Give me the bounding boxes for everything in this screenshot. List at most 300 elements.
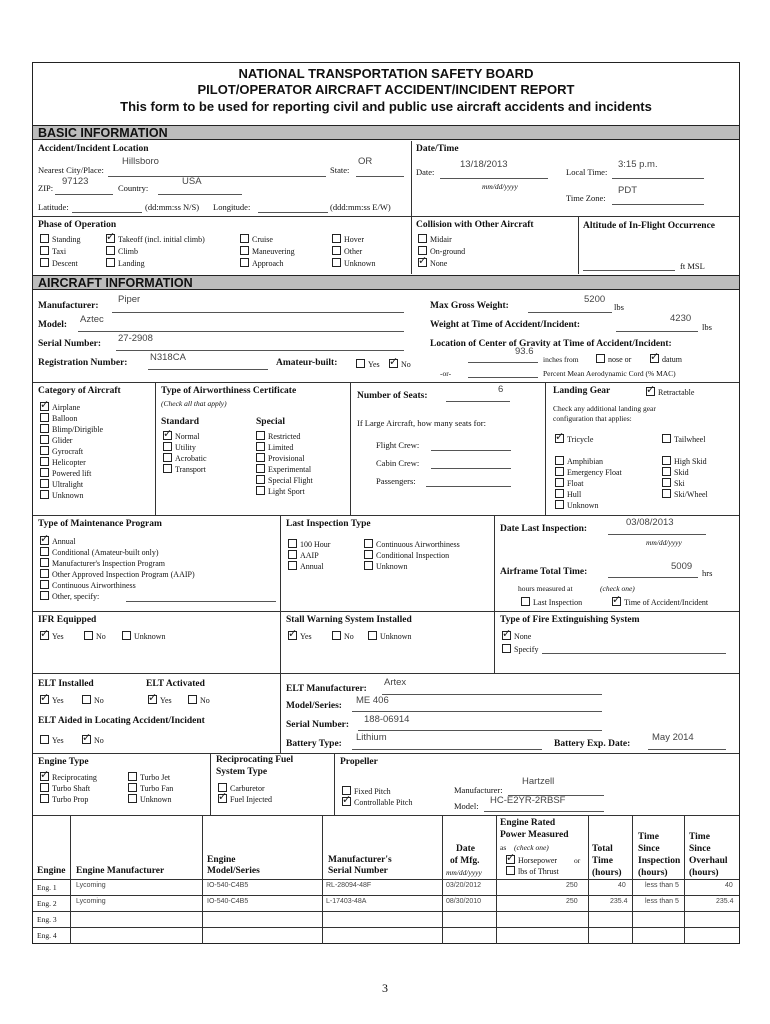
cg-mac-line xyxy=(468,377,538,378)
checkbox[interactable] xyxy=(128,783,137,792)
lbs-unit: lbs xyxy=(702,322,712,332)
form-title: PILOT/OPERATOR AIRCRAFT ACCIDENT/INCIDENT REPORT xyxy=(197,82,575,97)
phase-option[interactable]: Other xyxy=(332,246,362,256)
standard-option[interactable]: Acrobatic xyxy=(163,453,207,463)
checkbox[interactable] xyxy=(596,354,605,363)
carburetor-option[interactable]: Carburetor xyxy=(218,783,265,793)
checkbox[interactable] xyxy=(555,500,564,509)
checkbox[interactable] xyxy=(332,246,341,255)
last-inspection-option[interactable]: AAIP xyxy=(288,550,319,560)
gear-option[interactable]: Hull xyxy=(555,489,581,499)
checkbox[interactable] xyxy=(332,631,341,640)
checkbox[interactable] xyxy=(662,467,671,476)
checkbox[interactable] xyxy=(40,402,49,411)
checkbox[interactable] xyxy=(82,735,91,744)
airframe-value[interactable]: 5009 xyxy=(671,561,693,572)
checkbox[interactable] xyxy=(332,258,341,267)
checkbox[interactable] xyxy=(40,547,49,556)
phase-option[interactable]: ✓ Takeoff (incl. initial climb) xyxy=(106,234,205,244)
checkbox[interactable] xyxy=(521,597,530,606)
phase-option[interactable]: Hover xyxy=(332,234,364,244)
fixed-pitch-option[interactable]: Fixed Pitch xyxy=(342,786,391,796)
flight-crew-line xyxy=(431,450,511,451)
checkbox[interactable] xyxy=(650,354,659,363)
manufacturer-value[interactable]: Piper xyxy=(118,294,141,305)
gear-option[interactable]: Unknown xyxy=(555,500,599,510)
retractable-option[interactable]: ✓ Retractable xyxy=(646,387,694,397)
cg-nose[interactable]: nose or xyxy=(596,354,631,364)
model-label: Model: xyxy=(38,320,68,330)
standard-option[interactable]: Utility xyxy=(163,442,196,452)
elt-aided-no[interactable]: ✓ No xyxy=(82,735,104,745)
battery-exp-line xyxy=(648,749,726,750)
gear-option[interactable]: Float xyxy=(555,478,583,488)
prop-model-value[interactable]: HC-E2YR-2RBSF xyxy=(490,795,566,806)
prop-model-line xyxy=(484,811,604,812)
last-inspection-option[interactable]: Annual xyxy=(288,561,324,571)
local-time-label: Local Time: xyxy=(566,167,608,177)
category-option[interactable]: Helicopter xyxy=(40,457,86,467)
checkbox[interactable] xyxy=(662,456,671,465)
engine-overhaul-cell[interactable]: 235.4 xyxy=(716,898,734,905)
manufacturer-line xyxy=(112,312,404,313)
checkbox[interactable] xyxy=(240,258,249,267)
checkbox[interactable] xyxy=(662,489,671,498)
col-power-header: Power Measured xyxy=(500,830,569,840)
checkbox[interactable] xyxy=(356,359,365,368)
date-last-inspection-label: Date Last Inspection: xyxy=(500,524,588,534)
elt-model-value[interactable]: ME 406 xyxy=(356,695,389,706)
lbs-unit: lbs xyxy=(614,302,624,312)
gear-option[interactable]: Skid xyxy=(662,467,689,477)
checkbox[interactable] xyxy=(502,631,511,640)
checkbox[interactable] xyxy=(40,783,49,792)
checkbox[interactable] xyxy=(389,359,398,368)
phase-option[interactable]: Approach xyxy=(240,258,284,268)
time-of-accident-measure[interactable]: ✓ Time of Accident/Incident xyxy=(612,597,708,607)
checkbox[interactable] xyxy=(40,631,49,640)
special-option[interactable]: Experimental xyxy=(256,464,311,474)
special-label: Special xyxy=(256,417,286,427)
engine-model-cell[interactable]: IO-540-C4B5 xyxy=(207,898,249,905)
phase-option[interactable]: Descent xyxy=(40,258,78,268)
checkbox[interactable] xyxy=(40,258,49,267)
maintenance-option[interactable]: Other, specify: xyxy=(40,591,99,601)
divider xyxy=(33,216,739,217)
maintenance-option[interactable]: ✓Annual xyxy=(40,536,76,546)
maintenance-option[interactable]: Manufacturer's Inspection Program xyxy=(40,558,165,568)
checkbox[interactable] xyxy=(148,695,157,704)
engine-serial-cell[interactable]: RL-28094-48F xyxy=(326,882,372,889)
city-label: Nearest City/Place: xyxy=(38,165,104,175)
elt-aided-yes[interactable]: Yes xyxy=(40,735,64,745)
checkbox[interactable] xyxy=(188,695,197,704)
checkbox[interactable] xyxy=(256,442,265,451)
fire-specify-line xyxy=(542,653,726,654)
checkbox[interactable] xyxy=(256,486,265,495)
table-row-divider xyxy=(33,895,739,896)
cg-value[interactable]: 93.6 xyxy=(515,346,534,357)
category-option[interactable]: Balloon xyxy=(40,413,77,423)
checkbox[interactable] xyxy=(506,866,515,875)
page-number: 3 xyxy=(382,981,388,995)
airframe-label: Airframe Total Time: xyxy=(500,567,588,577)
date-value[interactable]: 13/18/2013 xyxy=(460,159,508,170)
seats-line xyxy=(446,401,510,402)
longitude-format: (ddd:mm:ss E/W) xyxy=(330,202,391,212)
elt-model-label: Model/Series: xyxy=(286,701,342,711)
phase-option[interactable]: Taxi xyxy=(40,246,66,256)
engine-serial-cell[interactable]: L-17403-48A xyxy=(326,898,367,905)
checkbox[interactable] xyxy=(612,597,621,606)
date-label: Date: xyxy=(416,167,435,177)
checkbox[interactable] xyxy=(502,644,511,653)
engine-number: Eng. 1 xyxy=(37,883,57,892)
fire-none[interactable]: ✓None xyxy=(502,631,531,641)
category-option[interactable]: Gyrocraft xyxy=(40,446,83,456)
last-inspection-measure[interactable]: Last Inspection xyxy=(521,597,582,607)
phase-option[interactable]: Unknown xyxy=(332,258,376,268)
divider xyxy=(280,611,281,673)
last-inspection-option[interactable]: 100 Hour xyxy=(288,539,330,549)
category-option[interactable]: Unknown xyxy=(40,490,84,500)
checkbox[interactable] xyxy=(364,550,373,559)
registration-value[interactable]: N318CA xyxy=(150,352,186,363)
fuel-injected-option[interactable]: ✓Fuel Injected xyxy=(218,794,272,804)
altitude-line xyxy=(583,270,675,271)
engine-inspection-cell[interactable]: less than 5 xyxy=(645,898,679,905)
checkbox[interactable] xyxy=(106,234,115,243)
battery-type-value[interactable]: Lithium xyxy=(356,732,387,743)
engine-model-cell[interactable]: IO-540-C4B5 xyxy=(207,882,249,889)
time-zone-value[interactable]: PDT xyxy=(618,185,637,196)
checkbox[interactable] xyxy=(364,539,373,548)
checkbox[interactable] xyxy=(40,695,49,704)
phase-option[interactable]: Standing xyxy=(40,234,80,244)
elt-serial-line xyxy=(358,730,602,731)
standard-option[interactable]: ✓Normal xyxy=(163,431,199,441)
gear-option[interactable]: Emergency Float xyxy=(555,467,622,477)
checkbox[interactable] xyxy=(40,735,49,744)
collision-option[interactable]: On-ground xyxy=(418,246,465,256)
col-power-header: Engine Rated xyxy=(500,818,556,828)
gear-option[interactable]: Amphibian xyxy=(555,456,603,466)
checkbox[interactable] xyxy=(40,569,49,578)
special-option[interactable]: Provisional xyxy=(256,453,304,463)
fire-specify[interactable]: Specify xyxy=(502,644,538,654)
checkbox[interactable] xyxy=(106,246,115,255)
category-option[interactable]: Glider xyxy=(40,435,72,445)
seats-value[interactable]: 6 xyxy=(498,384,504,395)
checkbox[interactable] xyxy=(40,558,49,567)
checkbox[interactable] xyxy=(163,442,172,451)
stall-unknown[interactable]: Unknown xyxy=(368,631,412,641)
category-option[interactable]: Ultralight xyxy=(40,479,83,489)
table-row-divider xyxy=(33,879,739,880)
maintenance-option[interactable]: Other Approved Inspection Program (AAIP) xyxy=(40,569,195,579)
engine-type-option[interactable]: Turbo Prop xyxy=(40,794,88,804)
checkbox[interactable] xyxy=(662,434,671,443)
horsepower-option[interactable]: ✓Horsepower xyxy=(506,855,557,865)
prop-manufacturer-value[interactable]: Hartzell xyxy=(522,776,555,787)
large-aircraft-label: If Large Aircraft, how many seats for: xyxy=(357,418,486,428)
controllable-pitch-option[interactable]: ✓Controllable Pitch xyxy=(342,797,412,807)
checkbox[interactable] xyxy=(163,453,172,462)
battery-type-label: Battery Type: xyxy=(286,739,342,749)
col-total-header: Time xyxy=(592,856,613,866)
checkbox[interactable] xyxy=(40,246,49,255)
checkbox[interactable] xyxy=(555,434,564,443)
checkbox[interactable] xyxy=(368,631,377,640)
divider xyxy=(33,382,739,383)
checkbox[interactable] xyxy=(256,453,265,462)
thrust-option[interactable]: lbs of Thrust xyxy=(506,866,559,876)
category-option[interactable]: Blimp/Dirigible xyxy=(40,424,103,434)
engine-power-cell[interactable]: 250 xyxy=(566,898,578,905)
col-total-header: (hours) xyxy=(592,868,622,878)
checkbox[interactable] xyxy=(40,479,49,488)
maintenance-option[interactable]: Continuous Airworthiness xyxy=(40,580,136,590)
phase-option[interactable]: Cruise xyxy=(240,234,273,244)
checkbox[interactable] xyxy=(332,234,341,243)
checkbox[interactable] xyxy=(128,772,137,781)
elt-installed-yes[interactable]: ✓Yes xyxy=(40,695,64,705)
maintenance-option[interactable]: Conditional (Amateur-built only) xyxy=(40,547,159,557)
checkbox[interactable] xyxy=(256,464,265,473)
checkbox[interactable] xyxy=(40,580,49,589)
checkbox[interactable] xyxy=(364,561,373,570)
divider xyxy=(210,753,211,815)
model-line xyxy=(78,331,404,332)
fuel-system-label: System Type xyxy=(216,767,268,777)
model-value[interactable]: Aztec xyxy=(80,314,104,325)
checkbox[interactable] xyxy=(40,490,49,499)
prop-manufacturer-label: Manufacturer: xyxy=(454,785,503,795)
elt-serial-label: Serial Number: xyxy=(286,720,350,730)
elt-installed-no[interactable]: No xyxy=(82,695,104,705)
collision-option[interactable]: ✓None xyxy=(418,258,447,268)
checkbox[interactable] xyxy=(163,464,172,473)
tricycle-option[interactable]: ✓Tricycle xyxy=(555,434,593,444)
collision-option[interactable]: Midair xyxy=(418,234,452,244)
country-value[interactable]: USA xyxy=(182,176,202,187)
checkbox[interactable] xyxy=(40,468,49,477)
city-value[interactable]: Hillsboro xyxy=(122,156,159,167)
checkbox[interactable] xyxy=(662,478,671,487)
checkbox[interactable] xyxy=(646,387,655,396)
ifr-unknown[interactable]: Unknown xyxy=(122,631,166,641)
col-serial-header: Manufacturer's xyxy=(328,855,392,865)
checkbox[interactable] xyxy=(256,475,265,484)
checkbox[interactable] xyxy=(418,234,427,243)
phase-option[interactable]: Landing xyxy=(106,258,145,268)
collision-label: Collision with Other Aircraft xyxy=(416,220,534,230)
latitude-line xyxy=(72,212,142,213)
local-time-value[interactable]: 3:15 p.m. xyxy=(618,159,658,170)
serial-value[interactable]: 27-2908 xyxy=(118,333,153,344)
engine-manufacturer-cell[interactable]: Lycoming xyxy=(76,882,106,889)
col-overhaul-header: Overhaul xyxy=(689,856,728,866)
checkbox[interactable] xyxy=(288,539,297,548)
special-option[interactable]: Light Sport xyxy=(256,486,305,496)
hours-measured-label: hours measured at xyxy=(518,584,573,593)
checkbox[interactable] xyxy=(288,631,297,640)
altitude-unit: ft MSL xyxy=(680,261,705,271)
max-gross-value[interactable]: 5200 xyxy=(584,294,606,305)
col-inspection-header: Inspection xyxy=(638,856,681,866)
checkbox[interactable] xyxy=(555,489,564,498)
amateur-yes[interactable]: Yes xyxy=(356,359,380,369)
checkbox[interactable] xyxy=(342,797,351,806)
phase-option[interactable]: Climb xyxy=(106,246,138,256)
seats-label: Number of Seats: xyxy=(357,391,428,401)
latitude-label: Latitude: xyxy=(38,202,69,212)
cg-datum[interactable]: ✓ datum xyxy=(650,354,682,364)
elt-serial-value[interactable]: 188-06914 xyxy=(364,714,410,725)
checkbox[interactable] xyxy=(40,424,49,433)
airworthiness-note: (Check all that apply) xyxy=(161,399,227,408)
landing-gear-label: Landing Gear xyxy=(553,386,611,396)
gear-option[interactable]: Ski/Wheel xyxy=(662,489,708,499)
checkbox[interactable] xyxy=(82,695,91,704)
checkbox[interactable] xyxy=(256,431,265,440)
checkbox[interactable] xyxy=(40,435,49,444)
propeller-label: Propeller xyxy=(340,757,378,767)
checkbox[interactable] xyxy=(555,456,564,465)
engine-total-cell[interactable]: 235.4 xyxy=(610,898,628,905)
serial-line xyxy=(116,350,404,351)
special-option[interactable]: Special Flight xyxy=(256,475,313,485)
checkbox[interactable] xyxy=(418,258,427,267)
checkbox[interactable] xyxy=(106,258,115,267)
max-gross-label: Max Gross Weight: xyxy=(430,301,509,311)
section-aircraft-information: AIRCRAFT INFORMATION xyxy=(33,275,739,290)
engine-type-option[interactable]: Turbo Fan xyxy=(128,783,173,793)
special-option[interactable]: Restricted xyxy=(256,431,300,441)
tailwheel-option[interactable]: Tailwheel xyxy=(662,434,705,444)
divider xyxy=(33,611,739,612)
category-option[interactable]: Powered lift xyxy=(40,468,91,478)
phase-option[interactable]: Maneuvering xyxy=(240,246,295,256)
divider xyxy=(33,815,739,816)
divider xyxy=(155,382,156,515)
category-option[interactable]: ✓Airplane xyxy=(40,402,80,412)
time-zone-label: Time Zone: xyxy=(566,193,606,203)
flight-crew-label: Flight Crew: xyxy=(376,440,420,450)
longitude-label: Longitude: xyxy=(213,202,251,212)
checkbox[interactable] xyxy=(288,561,297,570)
elt-activated-yes[interactable]: ✓Yes xyxy=(148,695,172,705)
col-model-header: Engine xyxy=(207,855,236,865)
stall-yes[interactable]: ✓Yes xyxy=(288,631,312,641)
datetime-label: Date/Time xyxy=(416,144,459,154)
engine-type-option[interactable]: Turbo Jet xyxy=(128,772,170,782)
divider xyxy=(33,673,739,674)
standard-option[interactable]: Transport xyxy=(163,464,206,474)
engine-type-label: Engine Type xyxy=(38,757,89,767)
gear-option[interactable]: High Skid xyxy=(662,456,707,466)
table-row-divider xyxy=(33,911,739,912)
checkbox[interactable] xyxy=(555,478,564,487)
checkbox[interactable] xyxy=(555,467,564,476)
zip-value[interactable]: 97123 xyxy=(62,176,89,187)
checkbox[interactable] xyxy=(40,413,49,422)
engine-power-cell[interactable]: 250 xyxy=(566,882,578,889)
checkbox[interactable] xyxy=(40,536,49,545)
checkbox[interactable] xyxy=(506,855,515,864)
ifr-yes[interactable]: ✓Yes xyxy=(40,631,64,641)
elt-activated-label: ELT Activated xyxy=(146,679,205,689)
col-date-format: mm/dd/yyyy xyxy=(446,868,482,877)
cg-label: Location of Center of Gravity at Time of Accident/Incident: xyxy=(430,339,672,349)
battery-exp-value[interactable]: May 2014 xyxy=(652,732,694,743)
elt-aided-label: ELT Aided in Locating Accident/Incident xyxy=(38,716,205,726)
divider xyxy=(33,515,739,516)
elt-manufacturer-label: ELT Manufacturer: xyxy=(286,684,367,694)
engine-type-option[interactable]: ✓Reciprocating xyxy=(40,772,97,782)
divider xyxy=(578,216,579,274)
elt-manufacturer-value[interactable]: Artex xyxy=(384,677,407,688)
checkbox[interactable] xyxy=(128,794,137,803)
date-last-inspection-value[interactable]: 03/08/2013 xyxy=(626,517,674,528)
serial-label: Serial Number: xyxy=(38,339,102,349)
checkbox[interactable] xyxy=(40,446,49,455)
checkbox[interactable] xyxy=(218,794,227,803)
special-option[interactable]: Limited xyxy=(256,442,293,452)
engine-date-cell[interactable]: 03/20/2012 xyxy=(446,882,482,889)
checkbox[interactable] xyxy=(40,457,49,466)
city-line xyxy=(108,176,326,177)
engine-type-option[interactable]: Turbo Shaft xyxy=(40,783,90,793)
checkbox[interactable] xyxy=(40,794,49,803)
checkbox[interactable] xyxy=(240,246,249,255)
gear-note: Check any additional landing gear xyxy=(553,404,656,413)
local-time-line xyxy=(612,178,704,179)
col-serial-header: Serial Number xyxy=(328,866,388,876)
ifr-no[interactable]: No xyxy=(84,631,106,641)
engine-total-cell[interactable]: 40 xyxy=(618,882,626,889)
state-value[interactable]: OR xyxy=(358,156,373,167)
checkbox[interactable] xyxy=(40,234,49,243)
weight-value[interactable]: 4230 xyxy=(670,313,692,324)
amateur-no[interactable]: ✓ No xyxy=(389,359,411,369)
checkbox[interactable] xyxy=(122,631,131,640)
engine-date-cell[interactable]: 08/30/2010 xyxy=(446,898,482,905)
gear-note: configuration that applies: xyxy=(553,414,632,423)
checkbox[interactable] xyxy=(84,631,93,640)
engine-type-option[interactable]: Unknown xyxy=(128,794,172,804)
checkbox[interactable] xyxy=(163,431,172,440)
last-inspection-option[interactable]: Conditional Inspection xyxy=(364,550,449,560)
cg-line xyxy=(468,362,538,363)
checkbox[interactable] xyxy=(288,550,297,559)
engine-inspection-cell[interactable]: less than 5 xyxy=(645,882,679,889)
engine-overhaul-cell[interactable]: 40 xyxy=(725,882,733,889)
engine-manufacturer-cell[interactable]: Lycoming xyxy=(76,898,106,905)
amateur-label: Amateur-built: xyxy=(276,358,338,368)
col-power-check: (check one) xyxy=(514,843,549,852)
category-label: Category of Aircraft xyxy=(38,386,121,396)
passengers-label: Passengers: xyxy=(376,476,416,486)
checkbox[interactable] xyxy=(40,591,49,600)
last-inspection-option[interactable]: Unknown xyxy=(364,561,408,571)
checkbox[interactable] xyxy=(40,772,49,781)
elt-activated-no[interactable]: No xyxy=(188,695,210,705)
stall-no[interactable]: No xyxy=(332,631,354,641)
gear-option[interactable]: Ski xyxy=(662,478,685,488)
last-inspection-option[interactable]: Continuous Airworthiness xyxy=(364,539,460,549)
checkbox[interactable] xyxy=(240,234,249,243)
